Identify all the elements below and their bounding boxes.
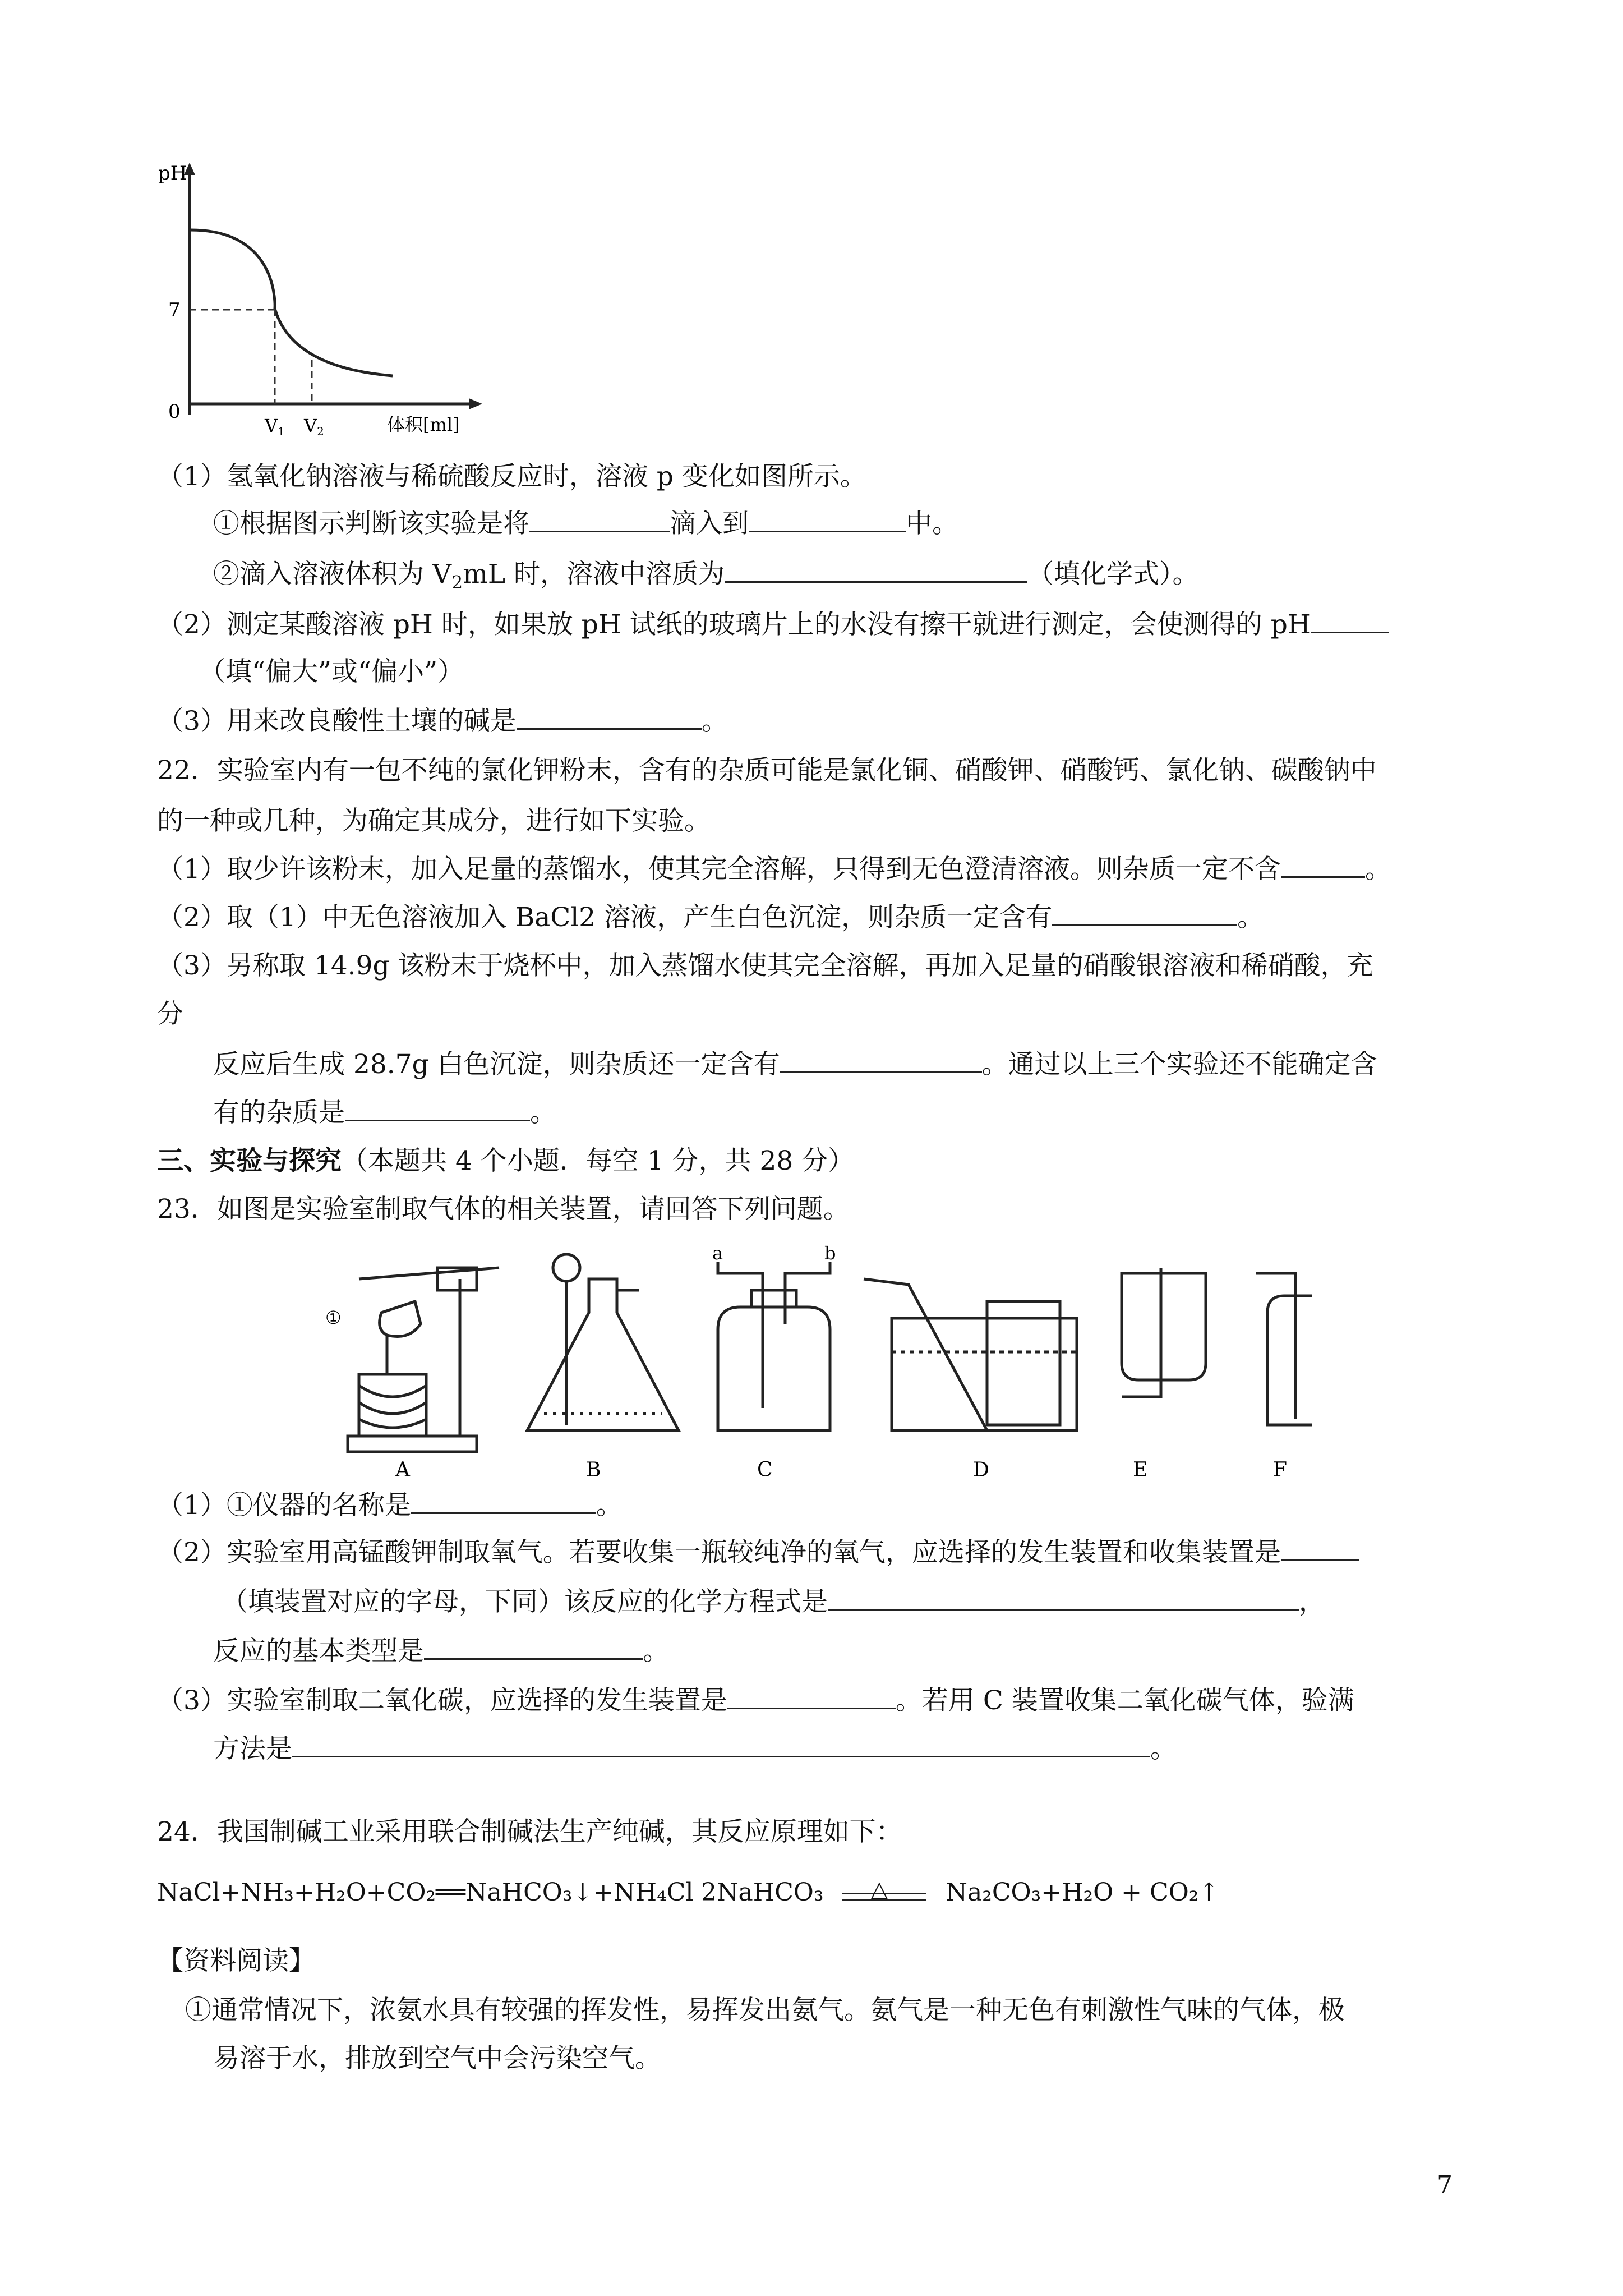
fig-label-a: A (395, 1458, 410, 1481)
q24-intro: 24．我国制碱工业采用联合制碱法生产纯碱，其反应原理如下： (157, 1816, 902, 1847)
q21-part2-hint: （填“偏大”或“偏小”） (199, 656, 464, 687)
eq2-left: 2NaHCO₃ (701, 1878, 824, 1907)
q22-part3-line1: （3）另称取 14.9g 该粉末于烧杯中，加入蒸馏水使其完全溶解，再加入足量的硝酸银溶液和稀硝酸，充 (157, 950, 1373, 981)
q22-intro-line1: 22．实验室内有一包不纯的氯化钾粉末，含有的杂质可能是氯化铜、硝酸钾、硝酸钙、氯化钠、碳酸钠中 (157, 755, 1377, 786)
blank-22-4[interactable] (345, 1095, 530, 1121)
blank-23-2c[interactable] (424, 1634, 643, 1660)
blank-22-1[interactable] (1281, 852, 1365, 878)
blank-23-2[interactable] (1281, 1535, 1359, 1561)
q21-part1b: ②滴入溶液体积为 $V_2mL$ 时，溶液中溶质为 （填化学式）。 (213, 556, 1198, 599)
eq2-condition: △ (870, 1876, 888, 1902)
fig-mark-a: a (712, 1245, 723, 1264)
eq2-arrow (842, 1876, 926, 1910)
q21-part1: （1）氢氧化钠溶液与稀硫酸反应时，溶液 p 变化如图所示。 (157, 461, 866, 492)
graph-origin: 0 (168, 401, 181, 423)
q23-part3: （3）实验室制取二氧化碳，应选择的发生装置是 。若用 C 装置收集二氧化碳气体，验满 (157, 1683, 1354, 1718)
graph-tick-v1: V1 (265, 415, 285, 438)
blank-22-3[interactable] (780, 1047, 982, 1073)
fig-label-b: B (586, 1458, 601, 1481)
q22-part3-line4: 有的杂质是 。 (213, 1095, 556, 1130)
fig-mark-b: b (824, 1245, 836, 1264)
q24-equation-2 (701, 1876, 1219, 1910)
q24-equation-1: NaCl+NH₃+H₂O+CO₂══NaHCO₃↓+NH₄Cl (157, 1878, 694, 1907)
ph-graph (157, 163, 494, 443)
eq2-right: Na₂CO₃+H₂O + CO₂↑ (946, 1878, 1220, 1907)
q22-intro-line2: 的一种或几种，为确定其成分，进行如下实验。 (157, 806, 711, 836)
q23-intro: 23．如图是实验室制取气体的相关装置，请回答下列问题。 (157, 1194, 850, 1225)
q21-part2: （2）测定某酸溶液 pH 时，如果放 pH 试纸的玻璃片上的水没有擦干就进行测定，会使测得的 pH (157, 607, 1389, 642)
blank-23-3b[interactable] (292, 1731, 1150, 1757)
q23-part1: （1）①仪器的名称是 。 (157, 1488, 623, 1522)
reading-line2: 易溶于水，排放到空气中会污染空气。 (213, 2043, 661, 2074)
blank-23-3[interactable] (727, 1683, 896, 1709)
reading-line1: ①通常情况下，浓氨水具有较强的挥发性，易挥发出氨气。氨气是一种无色有刺激性气味的气体，极 (185, 1995, 1345, 2026)
apparatus-figure (325, 1245, 1312, 1481)
fig-label-c: C (757, 1458, 773, 1481)
blank-2[interactable] (1311, 607, 1389, 633)
q23-part2: （2）实验室用高锰酸钾制取氧气。若要收集一瓶较纯净的氧气，应选择的发生装置和收集装置是 (157, 1535, 1359, 1570)
blank-1b[interactable] (725, 556, 1027, 583)
blank-3[interactable] (517, 703, 702, 730)
q22-part1: （1）取少许该粉末，加入足量的蒸馏水，使其完全溶解，只得到无色澄清溶液。则杂质一定不含 。 (157, 852, 1391, 886)
page-number: 7 (1437, 2171, 1453, 2200)
section-3-heading (157, 1144, 854, 1178)
section-3-title: 三、实验与探究 (157, 1145, 342, 1176)
blank-22-2[interactable] (1052, 900, 1237, 926)
q21-part1a: ①根据图示判断该实验是将 滴入到 中。 (213, 506, 958, 541)
blank-1a1[interactable] (529, 506, 670, 532)
q22-part2: （2）取（1）中无色溶液加入 BaCl2 溶液，产生白色沉淀，则杂质一定含有 。 (157, 900, 1264, 935)
blank-23-2b[interactable] (828, 1584, 1299, 1611)
blank-23-1[interactable] (411, 1488, 596, 1514)
q23-part2-line2: （填装置对应的字母，下同）该反应的化学方程式是 ， (222, 1584, 1325, 1619)
reading-title: 【资料阅读】 (157, 1945, 315, 1976)
fig-label-e: E (1133, 1458, 1148, 1481)
graph-y-label: pH (158, 163, 187, 185)
fig-mark-1: ① (325, 1307, 342, 1328)
q21-part3: （3）用来改良酸性土壤的碱是 。 (157, 703, 728, 738)
section-3-note: （本题共 4 个小题．每空 1 分，共 28 分） (342, 1145, 855, 1176)
fig-label-d: D (973, 1458, 989, 1481)
fig-label-f: F (1273, 1458, 1287, 1481)
q22-part3-line2: 分 (157, 999, 183, 1029)
graph-tick-v2: V2 (304, 415, 324, 438)
q22-part3-line3: 反应后生成 28.7g 白色沉淀，则杂质还一定含有 。通过以上三个实验还不能确定含 (213, 1047, 1377, 1082)
q23-part3-line2: 方法是 。 (213, 1731, 1177, 1766)
blank-1a2[interactable] (749, 506, 906, 532)
graph-tick-7: 7 (168, 299, 181, 321)
graph-x-label: 体积[ml] (387, 414, 460, 435)
q23-part2-line3: 反应的基本类型是 。 (213, 1634, 669, 1668)
